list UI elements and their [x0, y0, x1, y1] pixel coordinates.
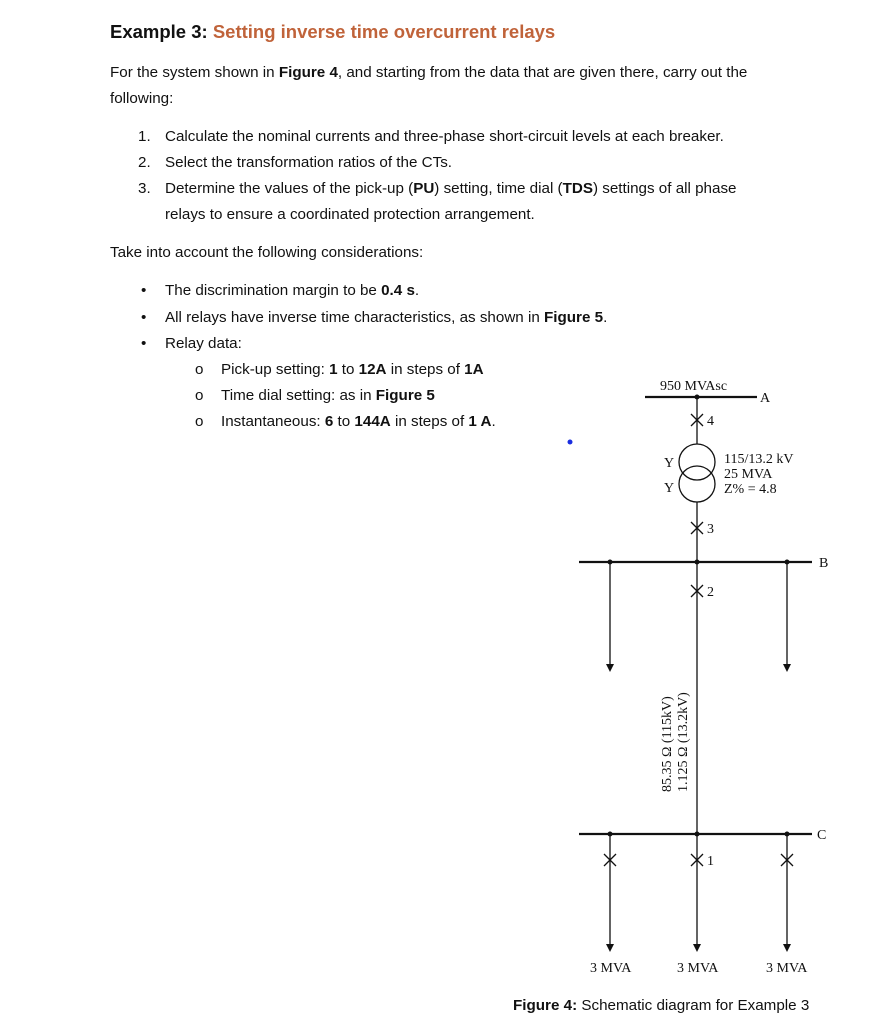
load-label: 3 MVA: [590, 961, 632, 976]
example-title: Example 3: Setting inverse time overcurrent relays: [110, 21, 556, 42]
intro-line-1: For the system shown in Figure 4, and starting from the data that are given there, carry out the: [110, 64, 748, 81]
source-label: 950 MVAsc: [660, 379, 728, 394]
breaker-label: 2: [707, 585, 714, 600]
transformer-secondary: [679, 466, 715, 502]
bullet-icon: •: [141, 309, 147, 326]
circle-bullet-icon: o: [195, 413, 204, 430]
line-impedance-13kv: 1.125 Ω (13.2kV): [676, 692, 691, 792]
task-text: Calculate the nominal currents and three-phase short-circuit levels at each breaker.: [165, 128, 724, 145]
bullet-text: All relays have inverse time characteristics, as shown in Figure 5.: [165, 309, 608, 326]
intro-line-2: following:: [110, 90, 174, 107]
bullet-icon: •: [141, 282, 147, 299]
marker-dot: [568, 440, 573, 445]
task-number: 1.: [138, 128, 151, 145]
transformer-primary: [679, 444, 715, 480]
relay-instantaneous: Instantaneous: 6 to 144A in steps of 1 A.: [221, 413, 496, 430]
breaker-label: 4: [707, 414, 714, 429]
load-label: 3 MVA: [766, 961, 808, 976]
arrow-down-icon: [606, 664, 614, 672]
arrow-down-icon: [783, 664, 791, 672]
load-label: 3 MVA: [677, 961, 719, 976]
figure-caption: Figure 4: Schematic diagram for Example 3: [513, 997, 810, 1014]
bus-a-label: A: [760, 391, 771, 406]
arrow-down-icon: [693, 944, 701, 952]
bullet-text: The discrimination margin to be 0.4 s.: [165, 282, 420, 299]
arrow-down-icon: [606, 944, 614, 952]
bus-b-label: B: [819, 556, 829, 571]
task-number: 2.: [138, 154, 151, 171]
circle-bullet-icon: o: [195, 361, 204, 378]
transformer-rating: 25 MVA: [724, 467, 773, 482]
bus-c-label: C: [817, 828, 827, 843]
task-number: 3.: [138, 180, 151, 197]
bullet-text: Relay data:: [165, 335, 242, 352]
winding-label: Y: [664, 456, 675, 471]
task-text-cont: relays to ensure a coordinated protection arrangement.: [165, 206, 535, 223]
considerations-heading: Take into account the following considerations:: [110, 244, 424, 261]
transformer-impedance: Z% = 4.8: [724, 482, 777, 497]
circle-bullet-icon: o: [195, 387, 204, 404]
breaker-label: 1: [707, 854, 714, 869]
transformer-voltage: 115/13.2 kV: [724, 452, 794, 467]
relay-time-dial: Time dial setting: as in Figure 5: [221, 387, 435, 404]
relay-pickup: Pick-up setting: 1 to 12A in steps of 1A: [221, 361, 484, 378]
line-impedance-115kv: 85.35 Ω (115kV): [660, 696, 675, 792]
winding-label: Y: [664, 481, 675, 496]
task-text: Select the transformation ratios of the CTs.: [165, 154, 453, 171]
bullet-icon: •: [141, 335, 147, 352]
breaker-label: 3: [707, 522, 714, 537]
task-text: Determine the values of the pick-up (PU) setting, time dial (TDS) settings of all phase: [165, 180, 737, 197]
arrow-down-icon: [783, 944, 791, 952]
